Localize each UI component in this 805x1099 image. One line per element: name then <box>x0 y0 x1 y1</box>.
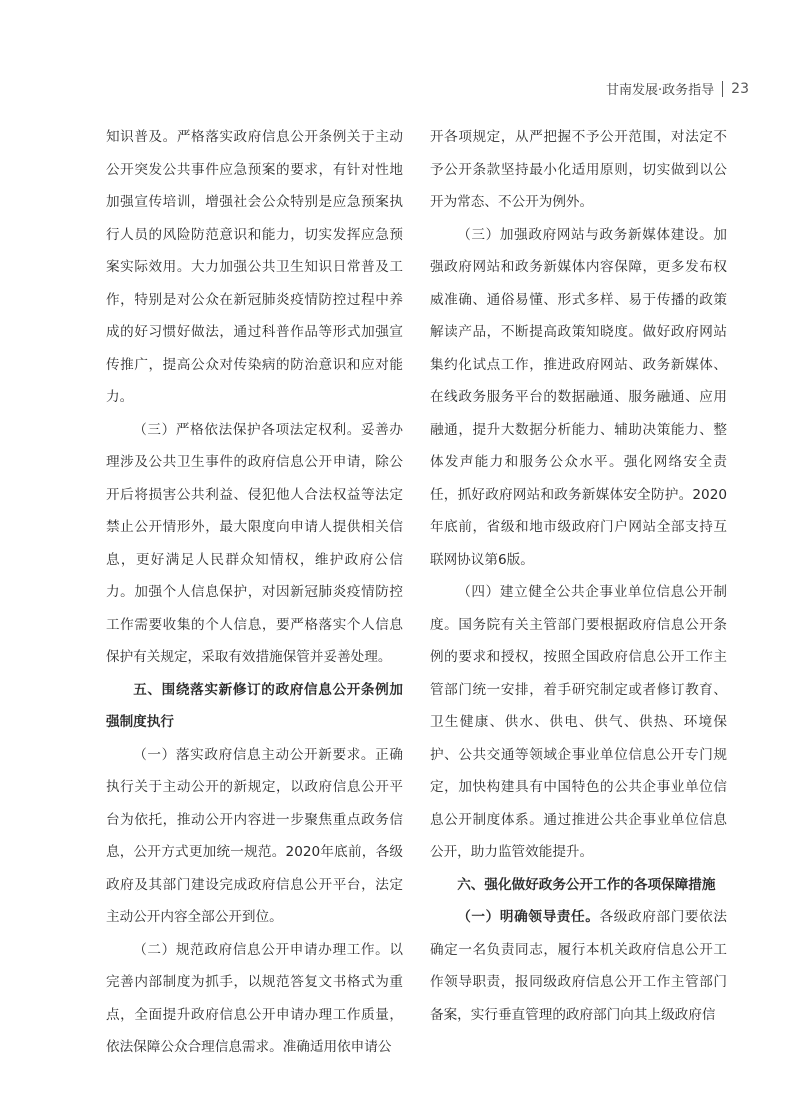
paragraph-body: 国务院有关主管部门要根据政府信息公开条例的要求和授权，按照全国政府信息公开工作主管部门统一安排，着手研究制定或者修订教育、卫生健康、供水、供电、供气、供热、环境保护、公共交通等领域企事业单位信息公开专门规定，加快构建具有中国特色的公共企事业单位信息公开制度体系。通过推进公共企事业单位信息公开，助力监管效能提升。 <box>430 616 728 860</box>
page-number: 23 <box>731 80 749 97</box>
paragraph <box>106 414 403 674</box>
section-heading: 六、强化做好政务公开工作的各项保障措施 <box>457 876 716 893</box>
paragraph-lead: （二）规范政府信息公开申请办理工作。 <box>133 941 390 958</box>
header-title: 甘南发展·政务指导 <box>606 83 715 98</box>
paragraph: 知识普及。严格落实政府信息公开条例关于主动公开突发公共事件应急预案的要求，有针对性地加强宣传培训，增强社会公众特别是应急预案执行人员的风险防范意识和能力，切实发挥应急预案实际效用。大力加强公共卫生知识日常普及工作，特别是对公众在新冠肺炎疫情防控过程中养成的好习惯好做法，通过科普作品等形式加强宣传推广，提高公众对传染病的防治意识和应对能力。 <box>106 129 403 405</box>
paragraph <box>430 901 727 1031</box>
left-column <box>106 121 403 1064</box>
paragraph <box>106 934 403 1064</box>
paragraph-body: 以完善内部制度为抓手，以规范答复文书格式为重点，全面提升政府信息公开申请办理工作质量，依法保障公众合理信息需求。准确适用依申请公 <box>106 941 403 1055</box>
paragraph-body: 正确执行关于主动公开的新规定，以政府信息公开平台为依托，推动公开内容进一步聚焦重点政务信息，公开方式更加统一规范。2020年底前，各级政府及其部门建设完成政府信息公开平台，法定主动公开内容全部公开到位。 <box>106 746 403 925</box>
paragraph-lead: （一）明确领导责任。 <box>457 909 600 925</box>
running-header <box>606 79 749 98</box>
paragraph <box>430 576 727 869</box>
paragraph-lead: （三）加强政府网站与政务新媒体建设。 <box>457 226 714 243</box>
section-heading: 五、围绕落实新修订的政府信息公开条例加强制度执行 <box>106 681 403 730</box>
paragraph-body: 妥善办理涉及公共卫生事件的政府信息公开申请，除公开后将损害公共利益、侵犯他人合法权益等法定禁止公开情形外，最大限度向申请人提供相关信息，更好满足人民群众知情权，维护政府公信力。加强个人信息保护，对因新冠肺炎疫情防控工作需要收集的个人信息，要严格落实个人信息保护有关规定，采取有效措施保管并妥善处理。 <box>106 421 403 665</box>
paragraph-body: 各级政府部门要依法确定一名负责同志，履行本机关政府信息公开工作领导职责，报同级政府信息公开工作主管部门备案，实行垂直管理的政府部门向其上级政府信 <box>430 909 727 1023</box>
paragraph-lead: （四）建立健全公共企事业单位信息公开制度。 <box>430 584 727 633</box>
paragraph <box>106 739 403 934</box>
header-divider <box>722 81 723 97</box>
paragraph: 开各项规定，从严把握不予公开范围，对法定不予公开条款坚持最小化适用原则，切实做到以公开为常态、不公开为例外。 <box>430 129 727 210</box>
right-column <box>430 121 727 1031</box>
paragraph-lead: （三）严格依法保护各项法定权利。 <box>133 421 361 438</box>
paragraph-lead: （一）落实政府信息主动公开新要求。 <box>133 746 376 763</box>
paragraph <box>430 219 727 577</box>
paragraph-body: 加强政府网站和政务新媒体内容保障，更多发布权威准确、通俗易懂、形式多样、易于传播的政策解读产品，不断提高政策知晓度。做好政府网站集约化试点工作，推进政府网站、政务新媒体、在线政务服务平台的数据融通、服务融通、应用融通，提升大数据分析能力、辅助决策能力、整体发声能力和服务公众水平。强化网络安全责任，抓好政府网站和政务新媒体安全防护。2020年底前，省级和地市级政府门户网站全部支持互联网协议第6版。 <box>430 226 727 568</box>
